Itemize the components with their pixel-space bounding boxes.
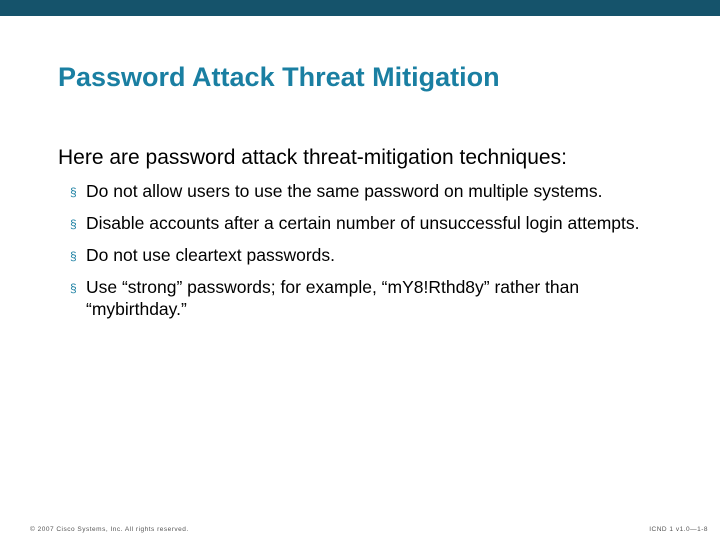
bullet-icon: §: [70, 185, 77, 199]
bullet-text: Use “strong” passwords; for example, “mY8!Rthd8y” rather than “mybirthday.”: [86, 277, 580, 319]
header-bar: [0, 0, 720, 16]
list-item: [70, 212, 680, 234]
list-item: [70, 180, 680, 202]
list-item: [70, 244, 680, 266]
bullet-icon: §: [70, 249, 77, 263]
bullet-list: [70, 180, 680, 330]
bullet-icon: §: [70, 217, 77, 231]
bullet-text: Disable accounts after a certain number of unsuccessful login attempts.: [86, 213, 640, 233]
slide-title: Password Attack Threat Mitigation: [58, 62, 500, 92]
list-item: [70, 276, 680, 320]
bullet-text: Do not use cleartext passwords.: [86, 245, 336, 265]
intro-text: Here are password attack threat-mitigation techniques:: [58, 146, 567, 169]
bullet-text: Do not allow users to use the same password on multiple systems.: [86, 181, 603, 201]
course-page-footer: ICND 1 v1.0—1-8: [649, 526, 708, 533]
bullet-icon: §: [70, 281, 77, 295]
copyright-footer: © 2007 Cisco Systems, Inc. All rights reserved.: [30, 526, 189, 533]
